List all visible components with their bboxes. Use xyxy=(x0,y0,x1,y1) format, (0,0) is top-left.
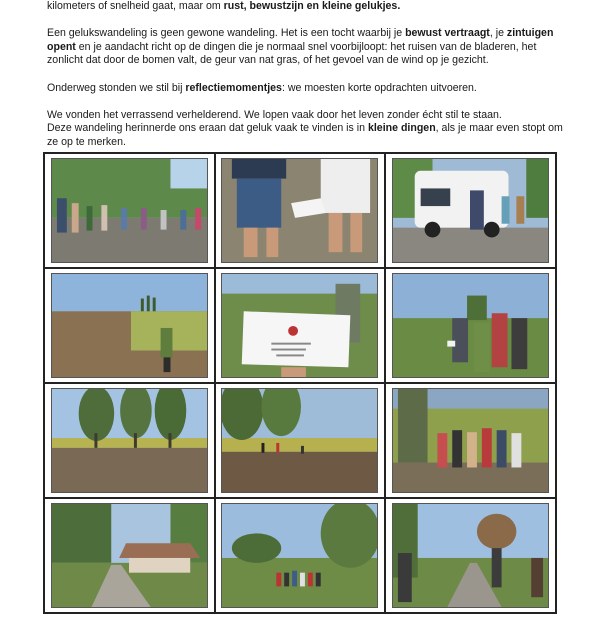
photo-cell xyxy=(44,383,215,498)
paragraph-conclusion: We vonden het verrassend verhelderend. We lopen vaak door het leven zonder écht stil te staan. xyxy=(47,108,502,121)
photo-paper-sheet xyxy=(221,273,378,378)
paragraph-small-things: Deze wandeling herinnerde ons eraan dat geluk vaak te vinden is in kleine dingen, als je maar even stopt om ze op te merken. xyxy=(47,122,563,148)
photo-cell xyxy=(215,268,386,383)
photo-trees-plowed xyxy=(221,388,378,493)
photo-cell xyxy=(44,498,215,613)
paragraph-definition: Een gelukswandeling is geen gewone wandeling. Het is een tocht waarbij je bewust vertraagt, je zintuigen opent en je aandacht richt op de dingen die je normaal snel voorbijloopt: het ruisen van de bladeren, het zonlicht dat door de bomen valt, de geur van nat gras, of het gevoel van de wind op je gezicht. xyxy=(47,27,554,67)
photo-cell xyxy=(385,383,556,498)
photo-poplars xyxy=(51,388,208,493)
photo-camper xyxy=(392,158,549,263)
photo-grid xyxy=(43,152,557,614)
photo-group-road xyxy=(51,158,208,263)
photo-cell xyxy=(44,153,215,268)
photo-cell xyxy=(385,268,556,383)
photo-cell xyxy=(215,383,386,498)
photo-cell xyxy=(385,498,556,613)
paragraph-intro-end: kilometers of snelheid gaat, maar om rust, bewustzijn en kleine gelukjes. xyxy=(47,0,401,12)
body-text xyxy=(47,0,567,150)
paragraph-reflection: Onderweg stonden we stil bij reflectiemomentjes: we moesten korte opdrachten uitvoeren. xyxy=(47,81,477,94)
photo-field-person xyxy=(51,273,208,378)
photo-cell xyxy=(385,153,556,268)
photo-house-lane xyxy=(51,503,208,608)
photo-cell xyxy=(215,498,386,613)
photo-group-path xyxy=(221,503,378,608)
photo-cell xyxy=(215,153,386,268)
photo-cell xyxy=(44,268,215,383)
photo-group-papers xyxy=(392,273,549,378)
photo-legs-paper xyxy=(221,158,378,263)
photo-person-bush xyxy=(392,503,549,608)
photo-group-cornfield xyxy=(392,388,549,493)
